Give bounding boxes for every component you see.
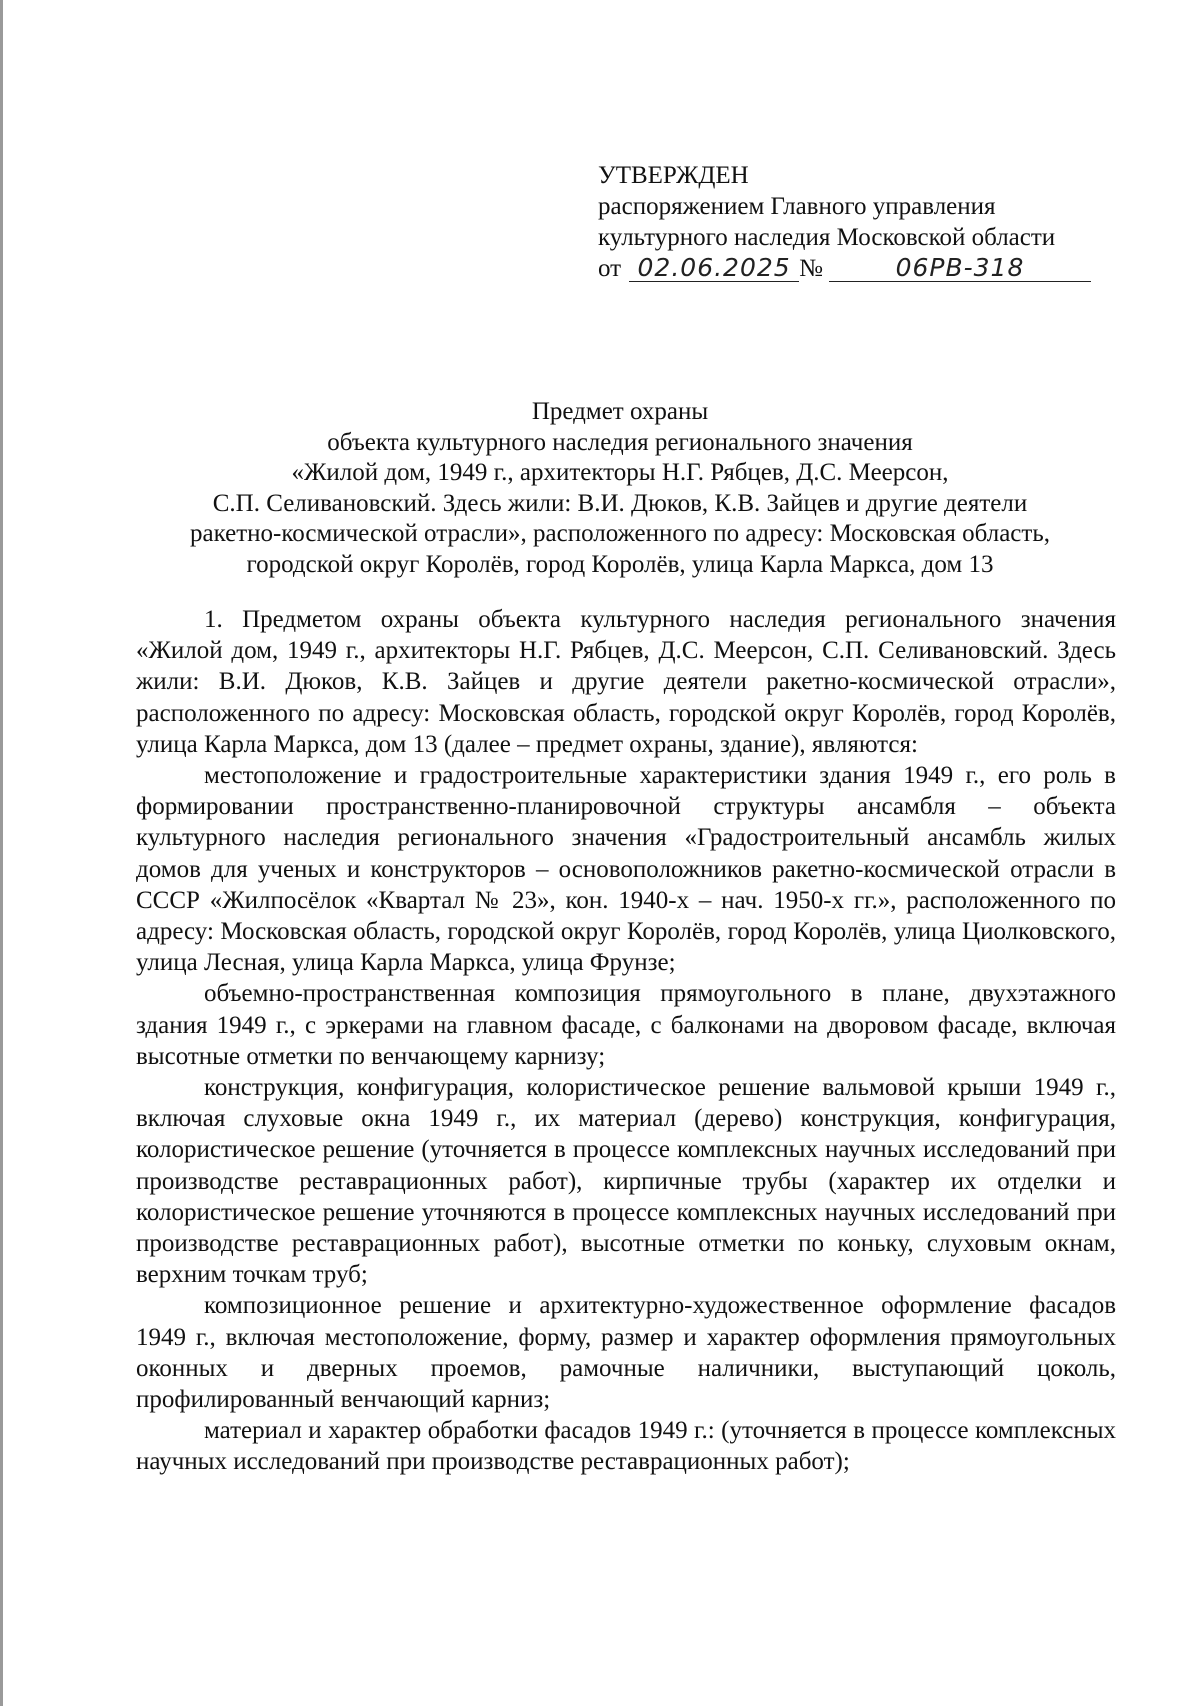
from-label: от bbox=[598, 255, 622, 282]
approval-line-1: распоряжением Главного управления bbox=[598, 193, 996, 220]
body-paragraph: объемно-пространственная композиция прямоугольного в плане, двухэтажного здания 1949 г., с эркерами на главном фасаде, с балконами на дворовом фасаде, включая высотные отметки по венчающему карнизу; bbox=[136, 980, 1116, 1070]
title-line-1: Предмет охраны bbox=[531, 398, 709, 425]
approval-heading: УТВЕРЖДЕН bbox=[598, 162, 749, 189]
number-label: № bbox=[799, 255, 823, 282]
title-line-2: объекта культурного наследия регионального значения bbox=[327, 428, 913, 456]
title-line-4: С.П. Селивановский. Здесь жили: В.И. Дюков, К.В. Зайцев и другие деятели bbox=[212, 489, 1028, 517]
approval-line-2: культурного наследия Московской области bbox=[598, 224, 1056, 251]
document-title bbox=[130, 397, 1110, 581]
document-body bbox=[136, 604, 1116, 1478]
handwritten-number: 06РВ-318 bbox=[829, 255, 1091, 282]
body-paragraph: местоположение и градостроительные характеристики здания 1949 г., его роль в формировании пространственно-планировочной структуры ансамбля – объекта культурного наследия регионального значения «Градостроительный ансамбль жилых домов для ученых и конструкторов – основоположников ракетно-космической отрасли в СССР «Жилпосёлок «Квартал № 23», кон. 1940-х – нач. 1950-х гг.», расположенного по адресу: Московская область, городской округ Королёв, город Королёв, улица Циолковского, улица Лесная, улица Карла Маркса, улица Фрунзе; bbox=[136, 762, 1116, 977]
handwritten-date: 02.06.2025 bbox=[629, 255, 799, 282]
body-paragraph: композиционное решение и архитектурно-художественное оформление фасадов 1949 г., включая местоположение, форму, размер и характер оформления прямоугольных оконных и дверных проемов, рамочные наличники, выступающий цоколь, профилированный венчающий карниз; bbox=[136, 1292, 1116, 1414]
approval-block bbox=[598, 160, 1118, 284]
body-paragraph: материал и характер обработки фасадов 1949 г.: (уточняется в процессе комплексных научных исследований при производстве реставрационных работ); bbox=[136, 1417, 1116, 1476]
scan-edge bbox=[0, 0, 3, 1706]
title-line-5: ракетно-космической отрасли», расположенного по адресу: Московская область, bbox=[190, 520, 1050, 548]
title-line-6: городской округ Королёв, город Королёв, улица Карла Маркса, дом 13 bbox=[246, 550, 994, 578]
body-paragraph: конструкция, конфигурация, колористическое решение вальмовой крыши 1949 г., включая слуховые окна 1949 г., их материал (дерево) конструкция, конфигурация, колористическое решение (уточняется в процессе комплексных научных исследований при производстве реставрационных работ), кирпичные трубы (характер их отделки и колористическое решение уточняются в процессе комплексных научных исследований при производстве реставрационных работ), высотные отметки по коньку, слуховым окнам, верхним точкам труб; bbox=[136, 1074, 1116, 1289]
title-line-3: «Жилой дом, 1949 г., архитекторы Н.Г. Рябцев, Д.С. Меерсон, bbox=[291, 459, 949, 487]
body-paragraph: 1. Предметом охраны объекта культурного наследия регионального значения «Жилой дом, 1949 г., архитекторы Н.Г. Рябцев, Д.С. Меерсон, С.П. Селивановский. Здесь жили: В.И. Дюков, К.В. Зайцев и другие деятели ракетно-космической отрасли», расположенного по адресу: Московская область, городской округ Королёв, город Королёв, улица Карла Маркса, дом 13 (далее – предмет охраны, здание), являются: bbox=[136, 606, 1116, 758]
approval-date-number-line bbox=[598, 253, 1118, 284]
